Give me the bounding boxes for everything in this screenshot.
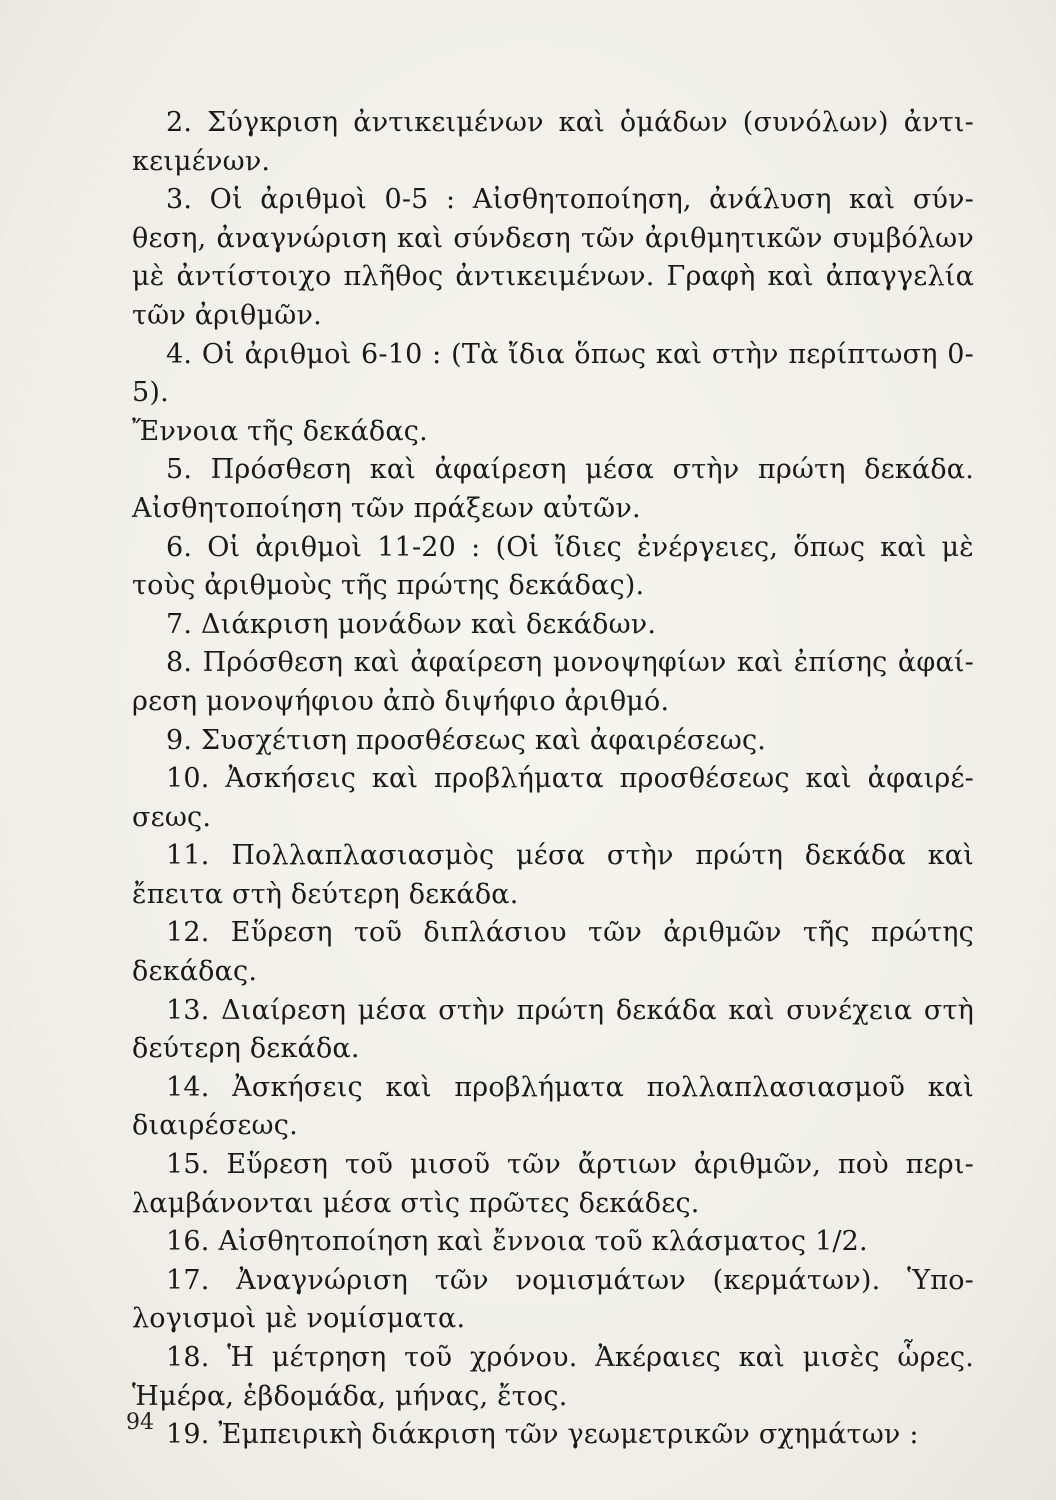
list-item-8: 8. Πρόσθεση καὶ ἀφαίρεση μονοψηφίων καὶ ἐπίσης ἀφαί-ρεση μονοψήφιου ἀπὸ διψήφιο ἀριθμό. — [132, 647, 974, 717]
list-item-16: 16. Αἰσθητοποίηση καὶ ἔννοια τοῦ κλάσματος 1/2. — [166, 1226, 868, 1258]
list-item-5: 5. Πρόσθεση καὶ ἀφαίρεση μέσα στὴν πρώτη δεκάδα. Αἰσθητοποίηση τῶν πράξεων αὐτῶν. — [132, 454, 974, 524]
list-item-3: 3. Οἱ ἀριθμοὶ 0-5 : Αἰσθητοποίηση, ἀνάλυση καὶ σύν-θεση, ἀναγνώριση καὶ σύνδεση τῶν ἀριθμητικῶν συμβόλων μὲ ἀντίστοιχο πλῆθος ἀντικειμένων. Γραφὴ καὶ ἀπαγγελία τῶν ἀριθμῶν. — [132, 184, 974, 331]
list-item-12: 12. Εὕρεση τοῦ διπλάσιου τῶν ἀριθμῶν τῆς πρώτης δεκάδας. — [132, 917, 974, 988]
curriculum-list — [132, 104, 974, 1455]
list-item-15: 15. Εὕρεση τοῦ μισοῦ τῶν ἄρτιων ἀριθμῶν, ποὺ περι-λαμβάνονται μέσα στὶς πρῶτες δεκάδες. — [132, 1149, 974, 1219]
list-item-13: 13. Διαίρεση μέσα στὴν πρώτη δεκάδα καὶ συνέχεια στὴ δεύτερη δεκάδα. — [132, 994, 974, 1065]
page-number: 94 — [126, 1410, 154, 1435]
list-item-2: 2. Σύγκριση ἀντικειμένων καὶ ὁμάδων (συνόλων) ἀντι-κειμένων. — [132, 107, 974, 177]
list-item-11: 11. Πολλαπλασιασμὸς μέσα στὴν πρώτη δεκάδα καὶ ἔπειτα στὴ δεύτερη δεκάδα. — [132, 840, 974, 910]
list-item-19: 19. Ἐμπειρικὴ διάκριση τῶν γεωμετρικῶν σχημάτων : — [166, 1419, 919, 1451]
list-item-9: 9. Συσχέτιση προσθέσεως καὶ ἀφαιρέσεως. — [166, 724, 767, 756]
list-item-14: 14. Ἀσκήσεις καὶ προβλήματα πολλαπλασιασμοῦ καὶ διαιρέσεως. — [132, 1071, 974, 1142]
list-item-4: 4. Οἱ ἀριθμοὶ 6-10 : (Τὰ ἴδια ὅπως καὶ στὴν περίπτωση 0-5). — [132, 338, 974, 409]
subheading-decade: Ἔννοια τῆς δεκάδας. — [132, 415, 428, 447]
list-item-6: 6. Οἱ ἀριθμοὶ 11-20 : (Οἱ ἴδιες ἐνέργειες, ὅπως καὶ μὲ τοὺς ἀριθμοὺς τῆς πρώτης δεκάδας). — [132, 531, 974, 602]
list-item-17: 17. Ἀναγνώριση τῶν νομισμάτων (κερμάτων). Ὑπο-λογισμοὶ μὲ νομίσματα. — [132, 1264, 974, 1335]
list-item-7: 7. Διάκριση μονάδων καὶ δεκάδων. — [166, 608, 657, 640]
list-item-10: 10. Ἀσκήσεις καὶ προβλήματα προσθέσεως καὶ ἀφαιρέ-σεως. — [132, 763, 974, 833]
list-item-18: 18. Ἡ μέτρηση τοῦ χρόνου. Ἀκέραιες καὶ μισὲς ὧρες. Ἡμέρα, ἑβδομάδα, μήνας, ἔτος. — [132, 1342, 974, 1412]
